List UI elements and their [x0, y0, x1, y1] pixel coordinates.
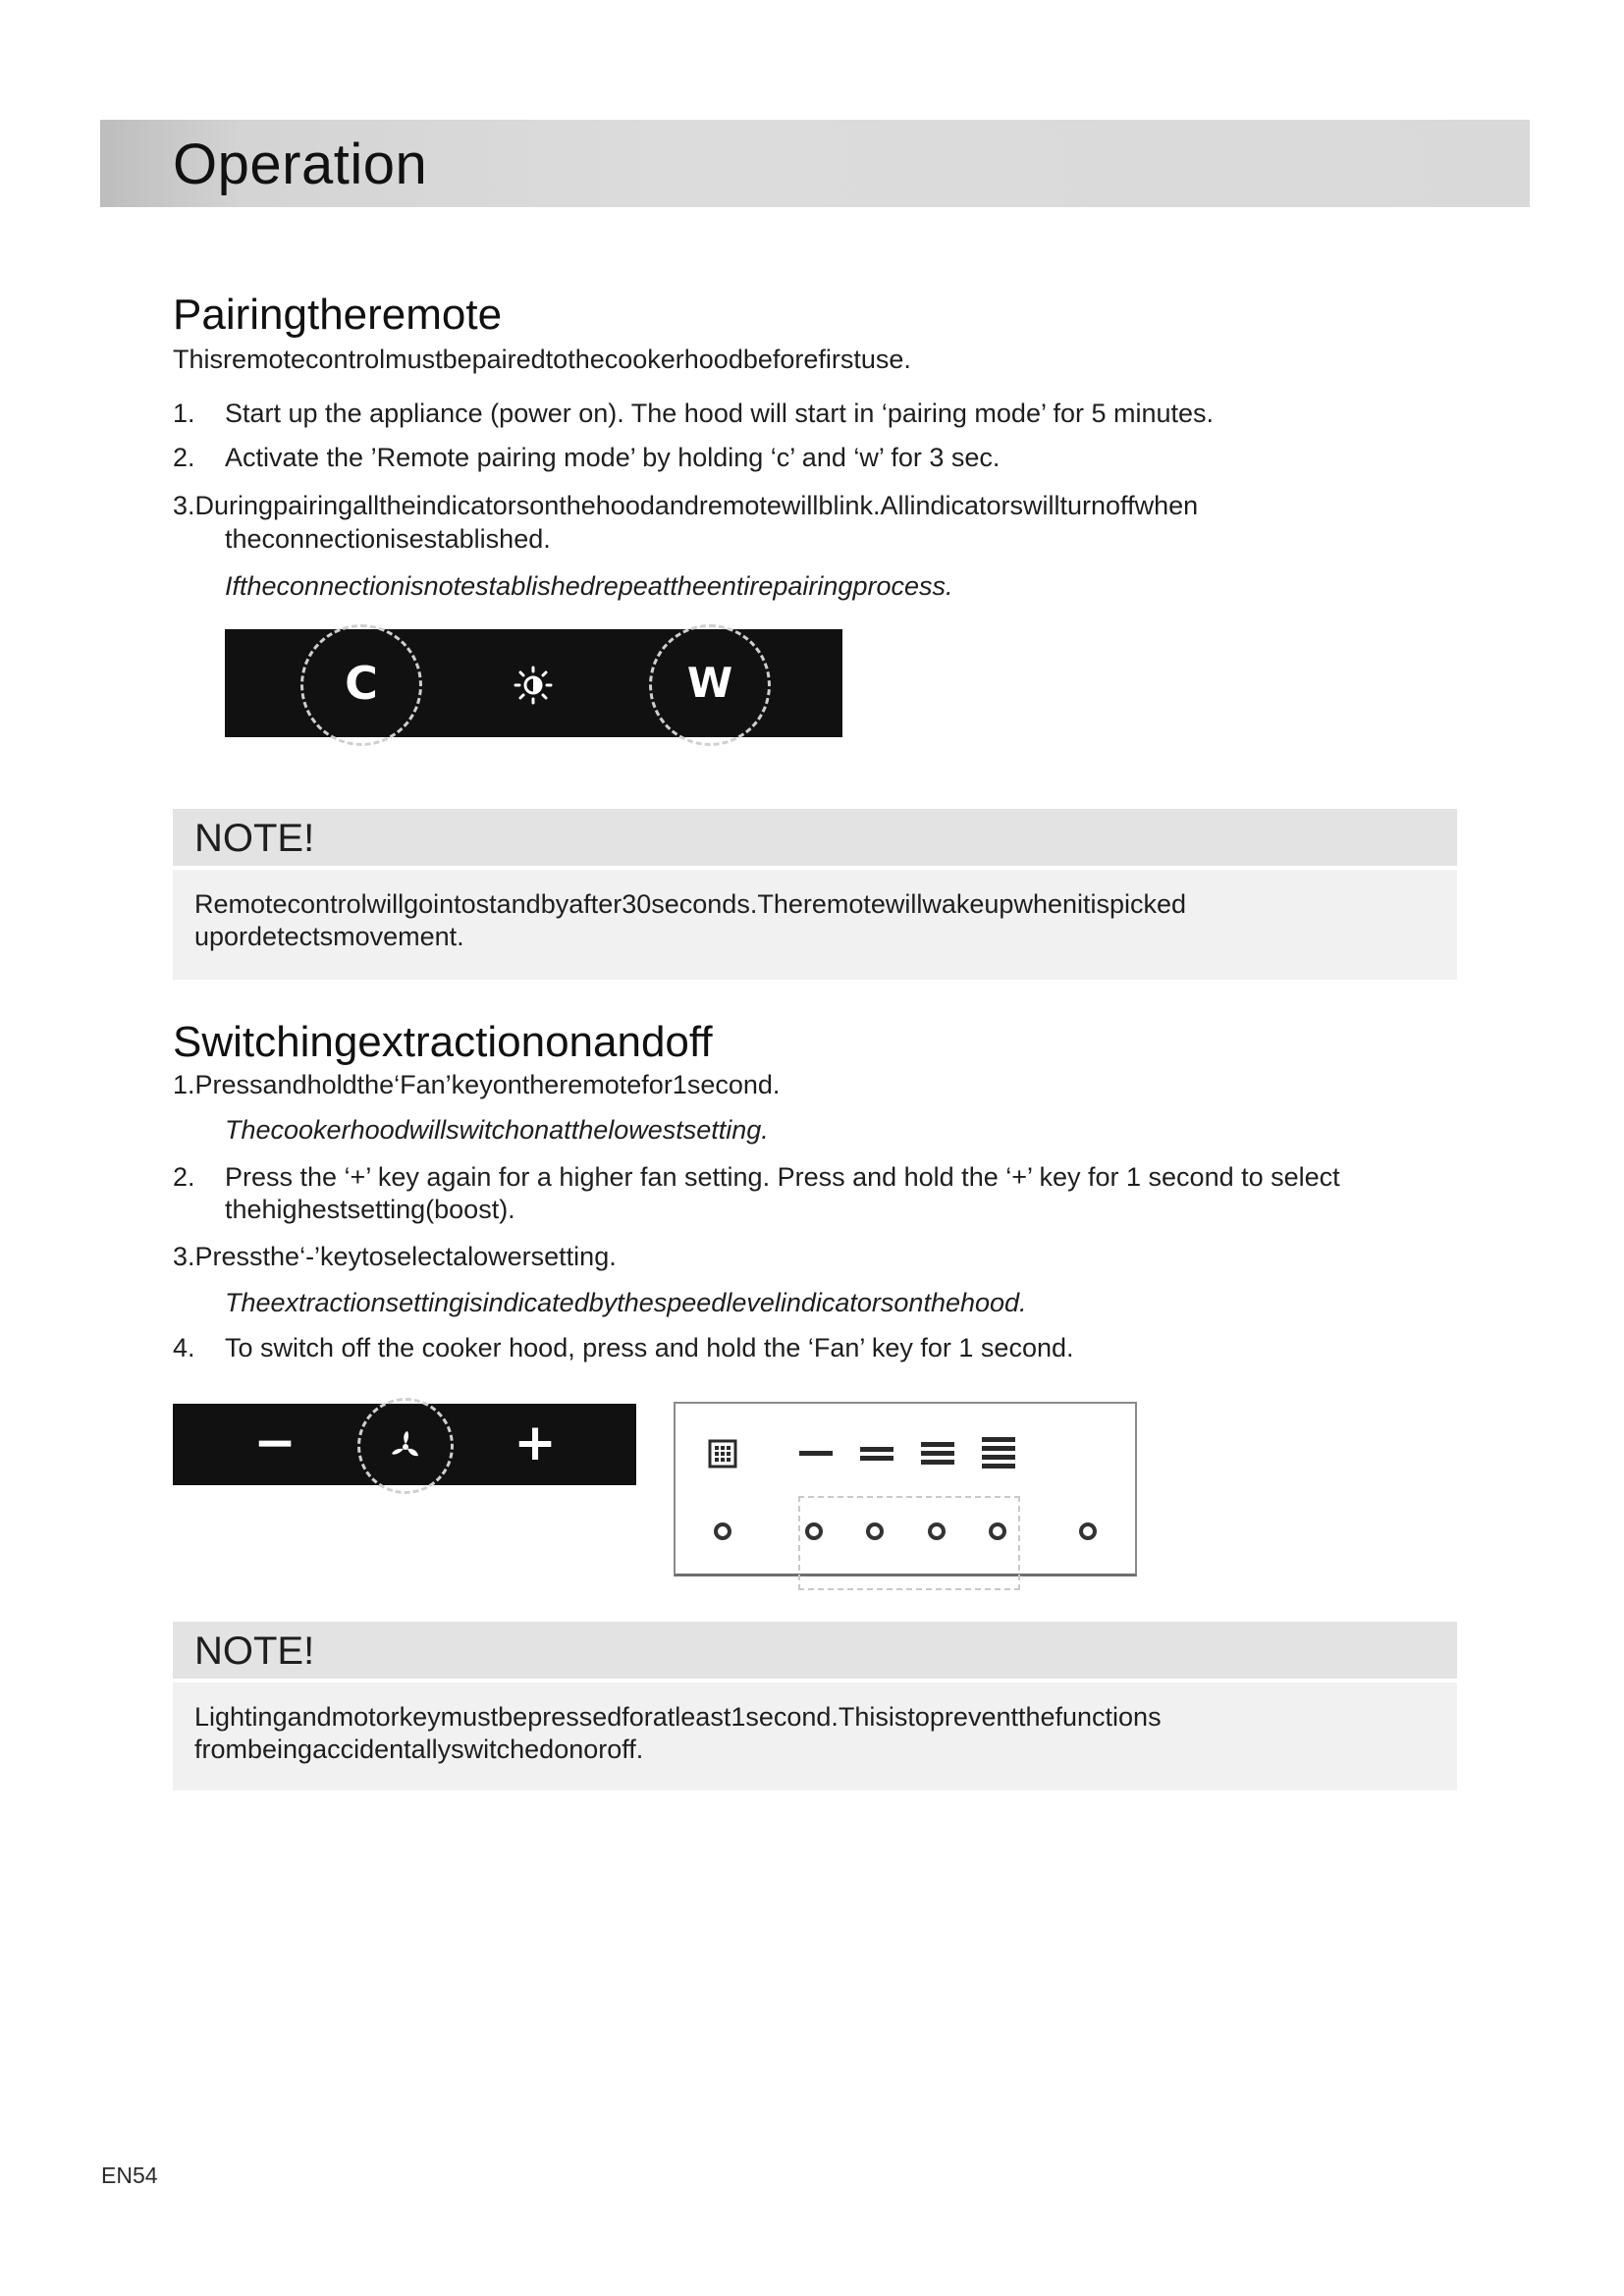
page-title: Operation [173, 133, 428, 196]
indicator-light [928, 1522, 946, 1540]
plus-key[interactable]: + [514, 1414, 557, 1472]
extraction-step-2-line1: Press the ‘+’ key again for a higher fan setting. Press and hold the ‘+’ key for 1 second to select [225, 1162, 1340, 1192]
extraction-step-3: 3.Pressthe‘-’keytoselectalowersetting. [173, 1242, 617, 1271]
extraction-step-3-note: Theextractionsettingisindicatedbythespeedlevelindicatorsonthehood. [225, 1288, 1027, 1317]
step-number: 1. [173, 399, 195, 428]
step-number: 2. [173, 1162, 195, 1192]
speed-1-icon [799, 1451, 833, 1457]
note-heading: NOTE! [194, 1629, 315, 1673]
pairing-intro: Thisremotecontrolmustbepairedtothecookerhoodbeforefirstuse. [173, 345, 911, 374]
fan-icon[interactable] [383, 1423, 428, 1473]
step-number: 4. [173, 1333, 195, 1362]
speed-4-icon [982, 1435, 1015, 1472]
indicator-light [866, 1522, 884, 1540]
note-text-line2: upordetectsmovement. [194, 922, 464, 951]
step-number: 2. [173, 443, 195, 472]
pairing-step-2: Activate the ’Remote pairing mode’ by holding ‘c’ and ‘w’ for 3 sec. [225, 443, 1001, 472]
note-body [173, 1682, 1457, 1790]
note-text-line1: Remotecontrolwillgointostandbyafter30seconds.Theremotewillwakeupwhenitispicked [194, 889, 1187, 919]
pairing-step-1: Start up the appliance (power on). The hood will start in ‘pairing mode’ for 5 minutes. [225, 399, 1215, 428]
extraction-heading: Switchingextractiononandoff [173, 1018, 713, 1066]
pairing-step-3-line2: theconnectionisestablished. [225, 524, 551, 554]
extraction-step-2-line2: thehighestsetting(boost). [225, 1195, 515, 1224]
indicator-light [714, 1522, 731, 1540]
note-heading-bar [173, 809, 1457, 866]
c-key[interactable]: C [345, 657, 378, 710]
minus-key[interactable]: − [253, 1414, 297, 1472]
pairing-step-3 [173, 489, 1198, 522]
note-heading: NOTE! [194, 817, 315, 860]
indicator-light [989, 1522, 1006, 1540]
speed-2-icon [860, 1445, 893, 1463]
extraction-step-1: 1.Pressandholdthe‘Fan’keyontheremotefor1second. [173, 1070, 781, 1099]
pairing-heading: Pairingtheremote [173, 291, 503, 339]
w-key[interactable]: W [686, 659, 733, 707]
extraction-step-1-note: Thecookerhoodwillswitchonatthelowestsetting. [225, 1115, 769, 1145]
note-heading-bar [173, 1622, 1457, 1679]
light-icon[interactable] [513, 666, 554, 710]
speed-indicators-highlight [798, 1496, 1020, 1590]
indicator-light [1079, 1522, 1097, 1540]
note-text-line2: frombeingaccidentallyswitchedonoroff. [194, 1735, 644, 1764]
step-number: 3. [173, 491, 195, 520]
page-number: EN54 [101, 2163, 158, 2188]
note-text-line1: Lightingandmotorkeymustbepressedforatleast1second.Thisistopreventthefunctions [194, 1702, 1162, 1732]
extraction-step-4: To switch off the cooker hood, press and hold the ‘Fan’ key for 1 second. [225, 1333, 1074, 1362]
indicator-light [805, 1522, 823, 1540]
note-body [173, 870, 1457, 980]
pairing-retry-note: Iftheconnectionisnotestablishedrepeattheentirepairingprocess. [225, 571, 953, 601]
hood-indicator-panel [674, 1402, 1137, 1576]
speed-3-icon [921, 1440, 954, 1468]
grid-filter-icon [708, 1439, 737, 1473]
pairing-step-3-line1: Duringpairingalltheindicatorsonthehoodandremotewillblink.Allindicatorswillturnoffwhen [194, 491, 1199, 520]
